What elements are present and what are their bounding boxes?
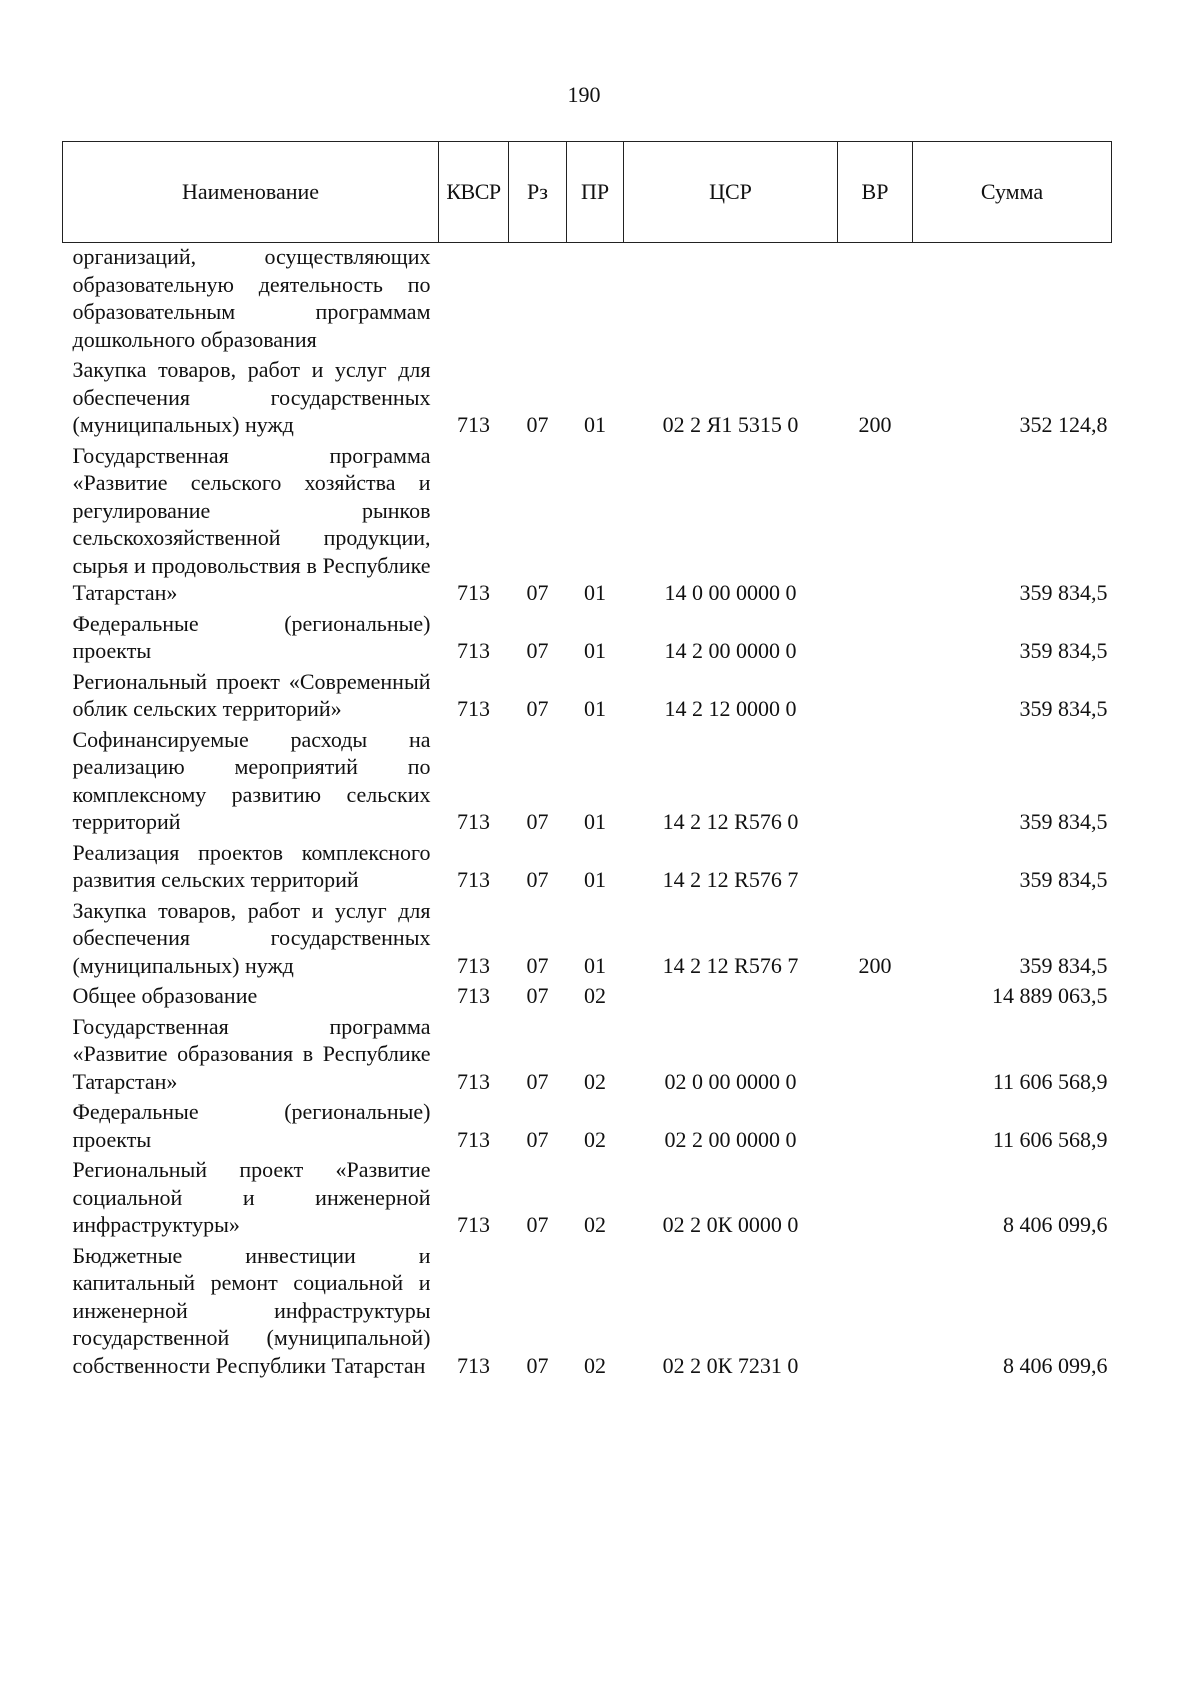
- header-sum: Сумма: [913, 142, 1112, 243]
- row-sum: 359 834,5: [1019, 638, 1108, 663]
- row-rz: [509, 243, 567, 357]
- row-csr: 14 2 12 R576 7: [662, 952, 799, 978]
- row-name: Закупка товаров, работ и услуг для обеспечения государственных (муниципальных) нужд: [72, 357, 431, 437]
- row-kvsr: 713: [457, 696, 490, 721]
- row-name: Реализация проектов комплексного развития сельских территорий: [72, 839, 431, 892]
- table-row: [63, 356, 1112, 442]
- row-vr: [838, 982, 913, 1013]
- row-name: Федеральные (региональные) проекты: [72, 610, 431, 663]
- row-csr: 02 2 0К 0000 0: [662, 1212, 799, 1237]
- row-kvsr: 713: [457, 412, 490, 437]
- row-kvsr: 713: [457, 1068, 490, 1094]
- row-kvsr: 713: [457, 867, 490, 892]
- table-header: [63, 142, 1112, 243]
- row-csr: 14 2 00 0000 0: [664, 638, 797, 663]
- row-sum: 359 834,5: [1019, 952, 1108, 978]
- row-vr: [838, 1242, 913, 1383]
- row-kvsr: 713: [457, 1352, 490, 1378]
- row-kvsr: 713: [457, 580, 490, 605]
- row-csr: 02 2 0К 7231 0: [662, 1352, 799, 1378]
- header-pr: ПР: [567, 142, 624, 243]
- table-row: [63, 1156, 1112, 1242]
- row-vr: [838, 1098, 913, 1156]
- table-row: [63, 1013, 1112, 1099]
- row-name: Закупка товаров, работ и услуг для обеспечения государственных (муниципальных) нужд: [72, 897, 431, 978]
- row-rz: 07: [526, 1212, 549, 1237]
- row-kvsr: 713: [457, 952, 490, 978]
- row-pr: [567, 243, 624, 357]
- table-row: [63, 442, 1112, 610]
- row-vr: [838, 668, 913, 726]
- row-rz: 07: [526, 1126, 549, 1152]
- row-name: Государственная программа «Развитие образования в Республике Татарстан»: [72, 1013, 431, 1094]
- row-sum: [913, 243, 1112, 357]
- row-pr: 01: [584, 696, 606, 721]
- row-csr: 14 0 00 0000 0: [664, 580, 797, 605]
- row-pr: 01: [584, 412, 606, 437]
- row-name: Общее образование: [72, 983, 258, 1008]
- row-sum: 11 606 568,9: [992, 1126, 1108, 1152]
- table-row: [63, 982, 1112, 1013]
- table-row: [63, 1098, 1112, 1156]
- row-pr: 01: [584, 580, 606, 605]
- row-rz: 07: [526, 412, 549, 437]
- row-sum: 11 606 568,9: [992, 1068, 1108, 1094]
- table-row: [63, 839, 1112, 897]
- table-row: [63, 1242, 1112, 1383]
- row-pr: 02: [584, 983, 606, 1008]
- row-kvsr: 713: [457, 809, 490, 834]
- row-rz: 07: [526, 696, 549, 721]
- table-row: [63, 897, 1112, 983]
- row-csr: 02 2 00 0000 0: [664, 1126, 797, 1152]
- row-rz: 07: [526, 983, 549, 1008]
- row-name: Софинансируемые расходы на реализацию мероприятий по комплексному развитию сельских территорий: [72, 726, 431, 834]
- table-row: [63, 726, 1112, 839]
- row-sum: 8 406 099,6: [1003, 1352, 1108, 1378]
- row-pr: 01: [584, 952, 606, 978]
- row-rz: 07: [526, 1068, 549, 1094]
- row-name: Федеральные (региональные) проекты: [72, 1099, 431, 1152]
- row-pr: 02: [584, 1212, 606, 1237]
- row-kvsr: 713: [457, 1126, 490, 1152]
- row-vr: [838, 243, 913, 357]
- row-vr: [838, 1156, 913, 1242]
- row-sum: 359 834,5: [1019, 580, 1108, 605]
- table-row: [63, 610, 1112, 668]
- row-kvsr: [439, 243, 509, 357]
- row-sum: 359 834,5: [1019, 696, 1108, 721]
- row-kvsr: 713: [457, 1212, 490, 1237]
- row-pr: 01: [584, 867, 606, 892]
- row-csr: 02 0 00 0000 0: [664, 1068, 797, 1094]
- row-sum: 352 124,8: [1019, 412, 1108, 437]
- row-rz: 07: [526, 1352, 549, 1378]
- header-rz: Рз: [509, 142, 567, 243]
- row-vr: [838, 839, 913, 897]
- table-row: [63, 243, 1112, 357]
- header-csr: ЦСР: [624, 142, 838, 243]
- row-sum: 8 406 099,6: [1003, 1212, 1108, 1237]
- row-rz: 07: [526, 809, 549, 834]
- budget-table: [62, 141, 1112, 1382]
- row-pr: 02: [584, 1068, 606, 1094]
- row-name: организаций, осуществляющих образовательную деятельность по образовательным программам дошкольного образования: [72, 244, 431, 352]
- table-row: [63, 668, 1112, 726]
- row-csr: 02 2 Я1 5315 0: [662, 412, 799, 437]
- row-kvsr: 713: [457, 983, 490, 1008]
- table-body: [63, 243, 1112, 1383]
- row-csr: 14 2 12 0000 0: [664, 696, 797, 721]
- row-pr: 02: [584, 1126, 606, 1152]
- row-vr: 200: [858, 952, 892, 978]
- row-vr: [838, 610, 913, 668]
- row-rz: 07: [526, 638, 549, 663]
- row-csr: 14 2 12 R576 7: [662, 867, 799, 892]
- header-row: [63, 142, 1112, 243]
- row-sum: 359 834,5: [1019, 809, 1108, 834]
- row-vr: [838, 442, 913, 610]
- row-pr: 01: [584, 809, 606, 834]
- row-name: Государственная программа «Развитие сельского хозяйства и регулирование рынков сельскохозяйственной продукции, сырья и продовольствия в Республике Татарстан»: [72, 442, 431, 605]
- row-vr: [838, 726, 913, 839]
- row-csr: [624, 243, 838, 357]
- row-vr: 200: [858, 412, 892, 437]
- row-pr: 01: [584, 638, 606, 663]
- row-rz: 07: [526, 580, 549, 605]
- row-sum: 359 834,5: [1019, 867, 1108, 892]
- row-rz: 07: [526, 952, 549, 978]
- row-name: Региональный проект «Развитие социальной и инженерной инфраструктуры»: [72, 1157, 431, 1237]
- row-vr: [838, 1013, 913, 1099]
- row-pr: 02: [584, 1352, 606, 1378]
- header-name: Наименование: [63, 142, 439, 243]
- row-name: Бюджетные инвестиции и капитальный ремонт социальной и инженерной инфраструктуры государственной (муниципальной) собственности Республики Татарстан: [72, 1242, 431, 1378]
- row-name: Региональный проект «Современный облик сельских территорий»: [72, 668, 431, 721]
- header-kvsr: КВСР: [439, 142, 509, 243]
- row-csr: [624, 982, 838, 1013]
- page-number: 190: [567, 82, 601, 107]
- header-vr: ВР: [838, 142, 913, 243]
- row-kvsr: 713: [457, 638, 490, 663]
- row-rz: 07: [526, 867, 549, 892]
- row-csr: 14 2 12 R576 0: [662, 809, 799, 834]
- row-sum: 14 889 063,5: [992, 983, 1108, 1008]
